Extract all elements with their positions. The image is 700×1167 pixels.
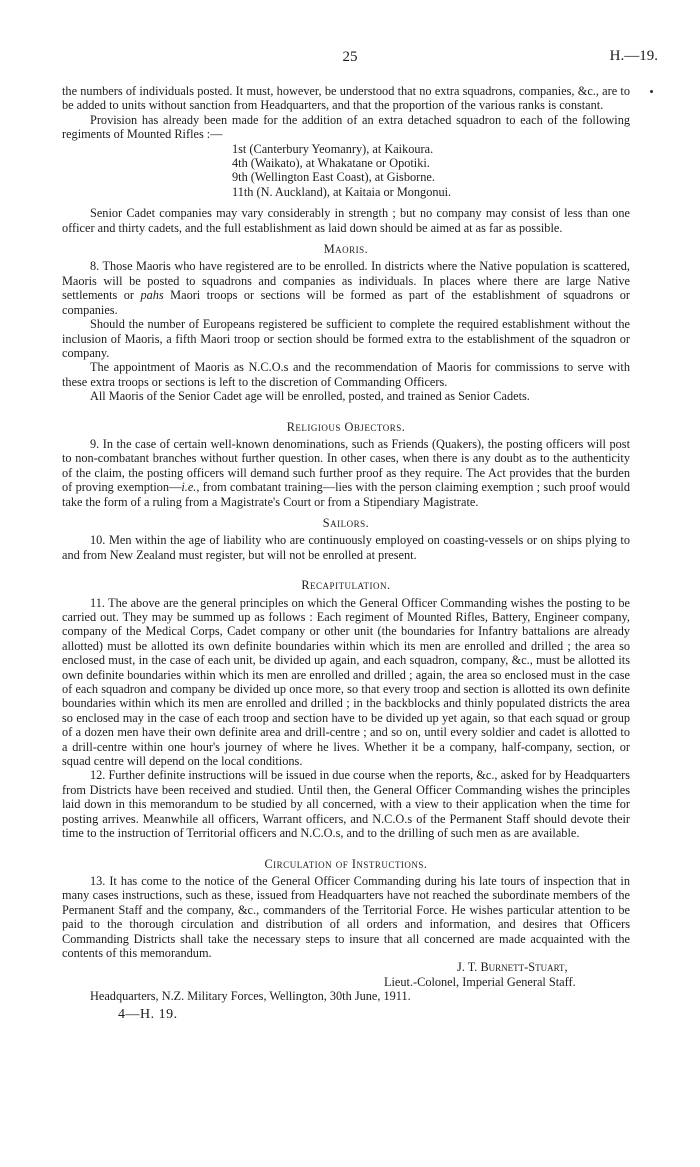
signature-block bbox=[62, 960, 630, 989]
section-heading-religious-objectors: Religious Objectors. bbox=[286, 419, 406, 434]
signature-name: J. T. Burnett-Stuart, bbox=[457, 960, 568, 975]
religious-paragraph-1: 9. In the case of certain well-known denominations, such as Friends (Quakers), the posting officers will post to non-combatant branches without further question. In other cases, when there is any doubt as to the authenticity of the claim, the posting officers will demand such further proof as they require. The Act provides that the burden of proving exemption—i.e., from combatant training—lies with the person claiming exemption ; such proof would take the form of a ruling from a Magistrate's Court or from a Stipendiary Magistrate. bbox=[62, 436, 630, 509]
regiment-item: 9th (Wellington East Coast), at Gisborne. bbox=[232, 170, 435, 185]
recap-paragraph-2: 12. Further definite instructions will be issued in due course when the reports, &c., asked for by Headquarters from Districts have been received and studied. Until then, the General Officer Commanding wishes the principles laid down in this memorandum to be studied by all concerned, with a view to their application when the time for posting arrives. Meanwhile all officers, Warrant officers, and N.C.O.s of the Permanent Staff should devote their time to the instruction of Territorial officers and N.C.O.s, and to the drilling of such men as are available. bbox=[62, 768, 630, 841]
intro-paragraph-3: Senior Cadet companies may vary considerably in strength ; but no company may consist of less than one officer and thirty cadets, and the full establishment as laid down should be aimed at as far as possible. bbox=[62, 206, 630, 235]
sailors-paragraph-1: 10. Men within the age of liability who are continuously employed on coasting-vessels or on ships plying to and from New Zealand must register, but will not be enrolled at present. bbox=[62, 533, 630, 562]
section-heading-sailors: Sailors. bbox=[322, 515, 370, 530]
document-body bbox=[62, 84, 630, 1022]
section-heading-maoris: Maoris. bbox=[323, 242, 369, 257]
document-reference: H.—19. bbox=[609, 48, 658, 64]
intro-paragraph-1: the numbers of individuals posted. It must, however, be understood that no extra squadrons, companies, &c., are to be added to units without sanction from Headquarters, and that the proportion of the various ranks is constant. bbox=[62, 84, 630, 113]
maoris-paragraph-4: All Maoris of the Senior Cadet age will be enrolled, posted, and trained as Senior Cadets. bbox=[90, 389, 530, 404]
section-heading-recapitulation: Recapitulation. bbox=[301, 578, 391, 593]
regiment-item: 1st (Canterbury Yeomanry), at Kaikoura. bbox=[232, 141, 434, 156]
maoris-paragraph-1: 8. Those Maoris who have registered are to be enrolled. In districts where the Native population is scattered, Maoris will be posted to squadrons and companies as individuals. In places where there are large Native settlements or pahs Maori troops or sections will be formed as part of the establishment of squadrons or companies. bbox=[62, 259, 630, 317]
page-number: 25 bbox=[342, 49, 358, 65]
regiment-item: 4th (Waikato), at Whakatane or Opotiki. bbox=[232, 156, 430, 171]
circulation-paragraph-1: 13. It has come to the notice of the General Officer Commanding during his late tours of inspection that in many cases instructions, such as these, issued from Headquarters have not reached the subordinate members of the Permanent Staff and the company, &c., commanders of the Territorial Force. He wishes particular attention to be paid to the thorough circulation and distribution of all orders and information, and desires that Officers Commanding Districts shall take the necessary steps to insure that all concerned are made acquainted with the contents of this memorandum. bbox=[62, 873, 630, 960]
maoris-paragraph-3: The appointment of Maoris as N.C.O.s and the recommendation of Maoris for commissions to serve with these extra troops or sections is left to the discretion of Commanding Officers. bbox=[62, 360, 630, 389]
printer-signature-mark: 4—H. 19. bbox=[118, 1006, 178, 1022]
margin-mark bbox=[650, 90, 653, 93]
maoris-paragraph-2: Should the number of Europeans registered be sufficient to complete the required establishment without the inclusion of Maoris, a fifth Maori troop or section should be formed extra to the establishment of the squadron or company. bbox=[62, 317, 630, 360]
regiment-list bbox=[232, 142, 630, 200]
recap-paragraph-1: 11. The above are the general principles on which the General Officer Commanding wishes the posting to be carried out. They may be summed up as follows : Each regiment of Mounted Rifles, Battery, Engineer company, company of the Medical Corps, Cadet company or other unit (the boundaries for Infantry battalions are already allotted) must be allotted its own definite boundaries within which its men are enrolled and drilled ; the area so enclosed must, in the case of each unit, be divided up again, and each squadron, company, &c., must be allotted its own definite boundaries within which its men are enrolled and drilled ; again, the area so enclosed must in the case of each squadron and company be divided up once more, so that every troop and section is allotted its own definite boundaries within which its men are enrolled and drilled ; in the backblocks and thinly populated districts the area so enclosed may in the case of each troop and section have to be divided up yet again, so that each squad or group of a dozen men have their own definite area and drill-centre ; and so on, until every soldier and cadet is allotted to a drill-centre within one hour's journey of where he lives. Whether it be a company, half-company, section, or squad centre will depend on the local conditions. bbox=[62, 595, 630, 769]
section-heading-circulation: Circulation of Instructions. bbox=[264, 856, 428, 871]
signature-rank: Lieut.-Colonel, Imperial General Staff. bbox=[384, 974, 576, 989]
intro-paragraph-2: Provision has already been made for the addition of an extra detached squadron to each of the following regiments of Mounted Rifles :— bbox=[62, 112, 630, 142]
regiment-item: 11th (N. Auckland), at Kaitaia or Mongonui. bbox=[232, 184, 452, 199]
dateline: Headquarters, N.Z. Military Forces, Wellington, 30th June, 1911. bbox=[90, 989, 411, 1004]
